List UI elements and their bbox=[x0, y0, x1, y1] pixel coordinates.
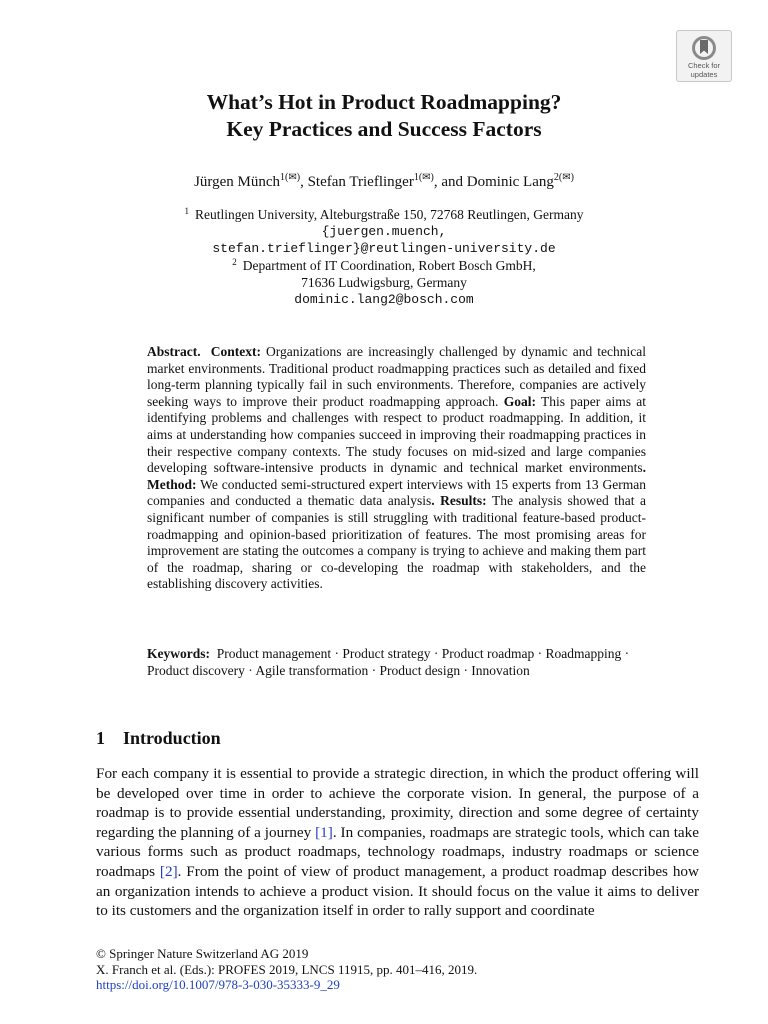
author-separator: , bbox=[300, 174, 308, 190]
abstract-method-text: We conducted semi-structured expert interviews with 15 experts from 13 German companies and conducted a thematic data analysis bbox=[147, 476, 646, 509]
affiliation-1-email-line2[interactable]: stefan.trieflinger}@reutlingen-university.de bbox=[212, 241, 556, 256]
author-name: Stefan Trieflinger bbox=[307, 174, 414, 190]
abstract-method-label: . Method: bbox=[147, 460, 646, 492]
citation-line: X. Franch et al. (Eds.): PROFES 2019, LNCS 11915, pp. 401–416, 2019. bbox=[96, 961, 478, 977]
introduction-paragraph bbox=[96, 764, 699, 921]
citation-link-2[interactable]: [2] bbox=[159, 862, 178, 880]
author-mark[interactable]: 1(✉) bbox=[413, 172, 434, 183]
intro-text-part2: . In companies, roadmaps are strategic tools, which can take various forms such as product roadmaps, technology roadmaps, industry roadmaps or science roadmaps bbox=[96, 823, 699, 880]
abstract-context-text: Organizations are increasingly challenged by dynamic and technical market environments. Traditional product roadmapping practices such as detailed and fixed long-term planning typically fail in such environments. Therefore, companies are actively seeking ways to improve their product roadmapping approach. bbox=[147, 344, 647, 409]
affiliation-number: 1 bbox=[184, 206, 190, 216]
abstract-goal-label: Goal: bbox=[503, 393, 536, 409]
affiliation-text: Department of IT Coordination, Robert Bosch GmbH, bbox=[242, 258, 536, 273]
abstract-results-label: . Results: bbox=[431, 493, 487, 509]
keywords-label: Keywords: bbox=[147, 646, 210, 661]
section-number: 1 bbox=[96, 728, 105, 748]
paper-title-line2: Key Practices and Success Factors bbox=[226, 117, 542, 141]
author-name: Dominic Lang bbox=[466, 174, 554, 190]
intro-text-part1: For each company it is essential to provide a strategic direction, in which the product offering will be developed over time in order to achieve the corporate vision. In general, the purpose of a roadmap is to provide essential understanding, proximity, direction and some degree of certainty regarding the planning of a journey bbox=[96, 765, 699, 841]
abstract-results-text: The analysis showed that a significant number of companies is still struggling with traditional feature-based product-roadmapping and opinion-based prioritization of features. The most promising areas for improvement are stating the outcomes a company is trying to achieve and making them part of the roadmap, sharing or co-developing the roadmap with stakeholders, and the establishing discovery activities. bbox=[147, 493, 647, 592]
doi-link[interactable]: https://doi.org/10.1007/978-3-030-35333-9_29 bbox=[96, 977, 340, 992]
affiliation-1-email-line1[interactable]: {juergen.muench, bbox=[321, 224, 447, 239]
copyright-footer bbox=[96, 946, 477, 993]
abstract-goal-text: This paper aims at identifying problems and challenges with respect to product roadmapping. In addition, it aims at understanding how companies succeed in improving their roadmapping practices in their respective company contexts. The study focuses on mid-sized and large companies developing software-intensive products in dynamic and technical market environments bbox=[147, 393, 646, 476]
affiliation-1 bbox=[0, 206, 768, 223]
section-heading-introduction bbox=[96, 727, 221, 749]
abstract-context-label: Context: bbox=[210, 344, 261, 359]
copyright-line: © Springer Nature Switzerland AG 2019 bbox=[96, 946, 309, 961]
author-mark[interactable]: 2(✉) bbox=[553, 172, 574, 183]
affiliation-2-address: 71636 Ludwigsburg, Germany bbox=[301, 275, 467, 290]
affiliation-number: 2 bbox=[232, 257, 237, 267]
check-for-updates-badge[interactable] bbox=[676, 30, 732, 82]
abstract-label: Abstract. bbox=[147, 344, 201, 359]
intro-text-part3: . From the point of view of product management, a product roadmap describes how an organization intends to achieve a product vision. It should focus on the value it aims to deliver to its customers and the organization itself in order to rally support and coordinate bbox=[96, 862, 699, 920]
badge-label-line2: updates bbox=[690, 70, 718, 79]
author-separator: , and bbox=[433, 174, 467, 190]
badge-label-line1: Check for bbox=[687, 61, 721, 70]
author-name: Jürgen Münch bbox=[194, 174, 281, 190]
affiliation-2-email[interactable]: dominic.lang2@bosch.com bbox=[294, 292, 474, 307]
author-list bbox=[0, 172, 768, 192]
section-title: Introduction bbox=[123, 728, 221, 748]
affiliation-text: Reutlingen University, Alteburgstraße 150, 72768 Reutlingen, Germany bbox=[195, 207, 584, 222]
citation-link-1[interactable]: [1] bbox=[315, 823, 333, 841]
keywords bbox=[147, 646, 646, 679]
crossmark-icon bbox=[691, 35, 717, 61]
affiliation-2 bbox=[0, 257, 768, 274]
author-mark[interactable]: 1(✉) bbox=[280, 172, 301, 183]
paper-title-line1: What’s Hot in Product Roadmapping? bbox=[206, 90, 562, 114]
keywords-text: Product management · Product strategy · Product roadmap · Roadmapping · Product discovery · Agile transformation · Product design · Innovation bbox=[147, 646, 630, 678]
abstract bbox=[147, 344, 646, 593]
